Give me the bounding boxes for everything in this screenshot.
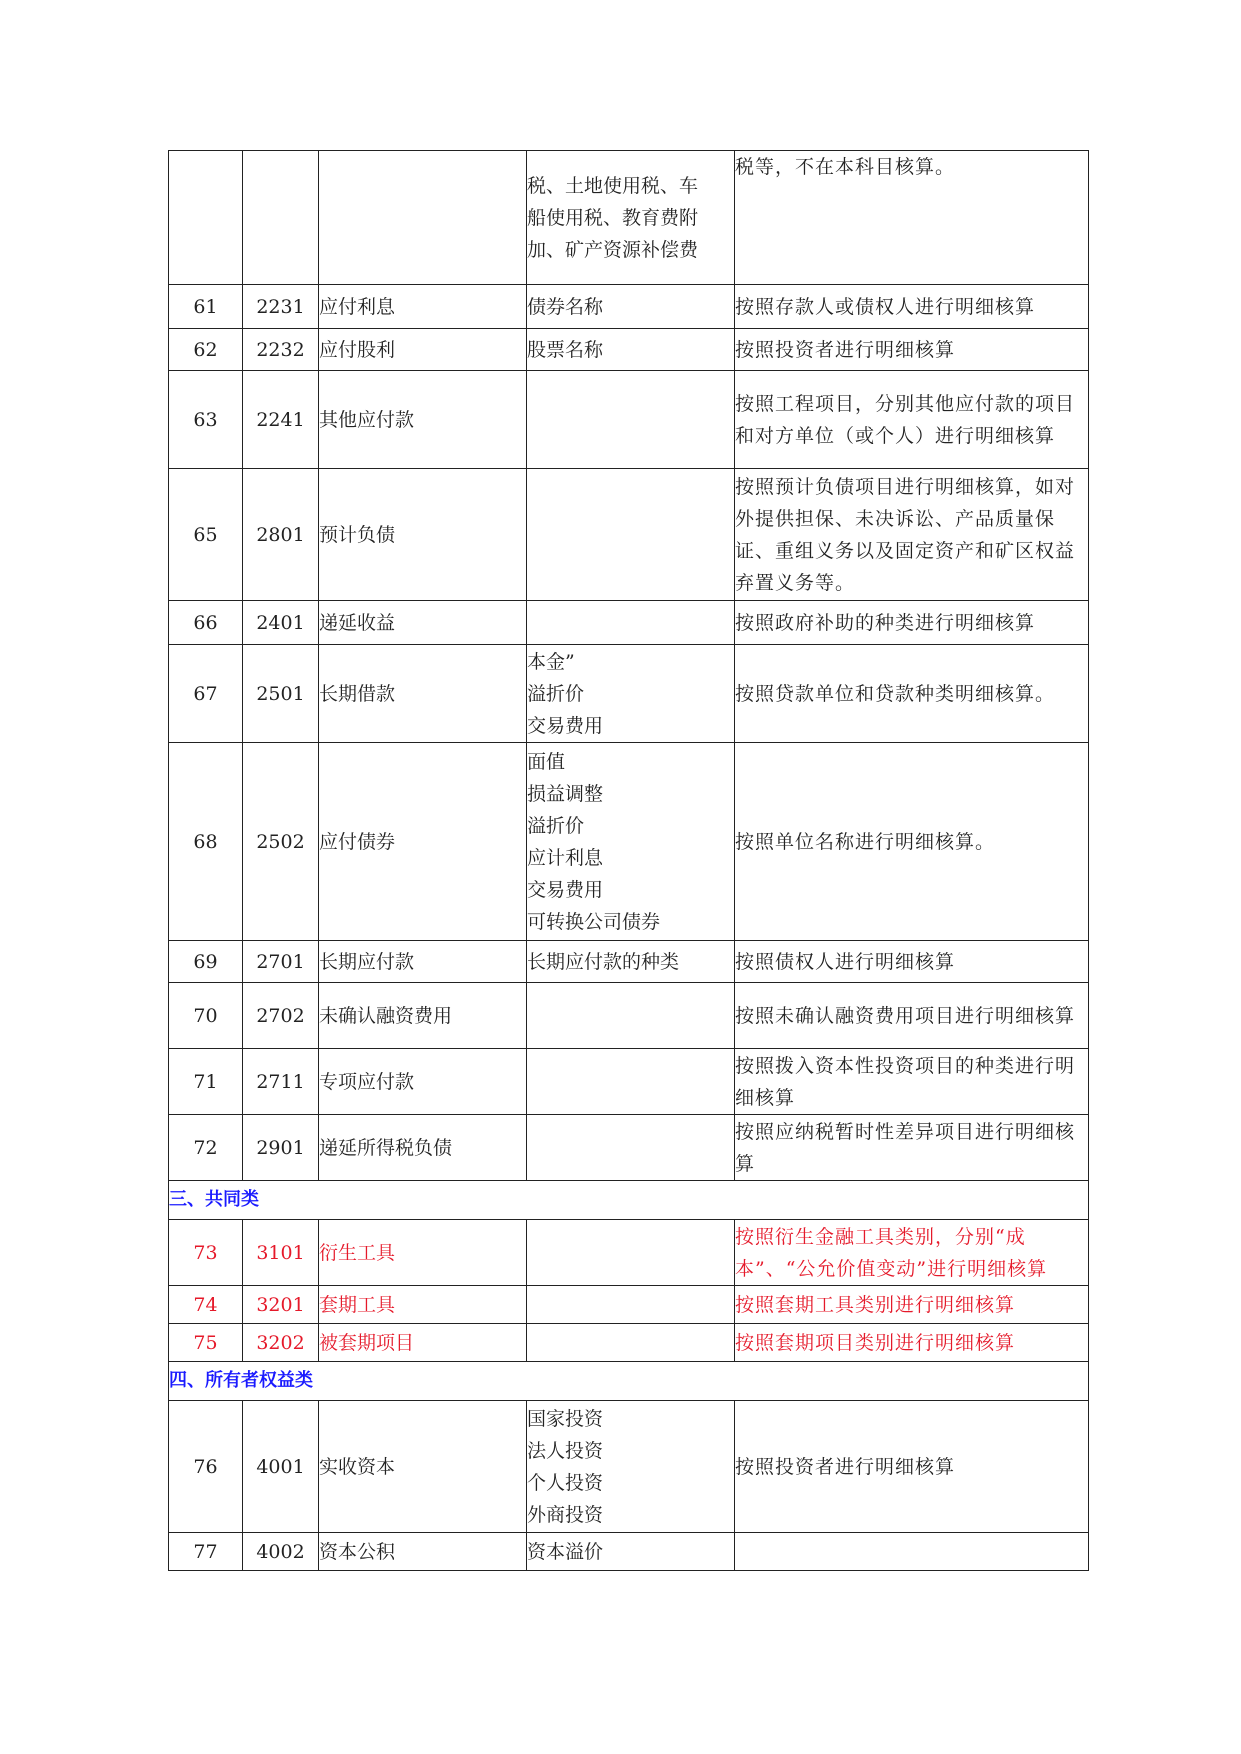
account-code: 2711	[243, 1049, 319, 1115]
sub-account: 长期应付款的种类	[527, 950, 680, 973]
account-code: 3101	[243, 1220, 319, 1286]
accounting-note: 按照套期工具类别进行明细核算	[735, 1286, 1089, 1324]
sub-accounts	[527, 1115, 735, 1181]
sub-account: 损益调整	[527, 782, 604, 805]
account-code: 2702	[243, 983, 319, 1049]
accounting-note: 按照单位名称进行明细核算。	[735, 743, 1089, 941]
sub-account: 本金”	[527, 650, 575, 673]
account-code: 2232	[243, 329, 319, 371]
sub-account: 资本溢价	[527, 1540, 604, 1563]
sub-accounts	[527, 1324, 735, 1362]
sub-account: 加、矿产资源补偿费	[527, 238, 699, 261]
table-row	[169, 1049, 1089, 1115]
sub-account: 船使用税、教育费附	[527, 206, 699, 229]
sub-account: 税、土地使用税、车	[527, 174, 699, 197]
row-number: 63	[169, 371, 243, 469]
table-row	[169, 1324, 1089, 1362]
accounting-note: 按照预计负债项目进行明细核算，如对外提供担保、未决诉讼、产品质量保证、重组义务以及固定资产和矿区权益弃置义务等。	[735, 469, 1089, 601]
accounting-note: 按照未确认融资费用项目进行明细核算	[735, 983, 1089, 1049]
row-number: 72	[169, 1115, 243, 1181]
sub-accounts	[527, 983, 735, 1049]
sub-accounts	[527, 645, 735, 743]
table-row	[169, 1533, 1089, 1571]
accounting-note: 按照工程项目，分别其他应付款的项目和对方单位（或个人）进行明细核算	[735, 371, 1089, 469]
row-number	[169, 151, 243, 285]
row-number: 75	[169, 1324, 243, 1362]
table-row	[169, 329, 1089, 371]
account-name: 递延所得税负债	[319, 1115, 527, 1181]
sub-accounts	[527, 1220, 735, 1286]
account-table	[168, 150, 1089, 1571]
account-code: 2801	[243, 469, 319, 601]
account-name: 预计负债	[319, 469, 527, 601]
row-number: 71	[169, 1049, 243, 1115]
account-code: 2701	[243, 941, 319, 983]
sub-account: 可转换公司债券	[527, 910, 661, 933]
account-name: 套期工具	[319, 1286, 527, 1324]
sub-account: 交易费用	[527, 878, 604, 901]
sub-accounts	[527, 743, 735, 941]
sub-account: 法人投资	[527, 1439, 604, 1462]
account-code: 2401	[243, 601, 319, 645]
accounting-note: 按照债权人进行明细核算	[735, 941, 1089, 983]
table-row	[169, 469, 1089, 601]
accounting-note: 按照拨入资本性投资项目的种类进行明细核算	[735, 1049, 1089, 1115]
account-code: 4001	[243, 1401, 319, 1533]
sub-accounts	[527, 1533, 735, 1571]
sub-account: 交易费用	[527, 714, 604, 737]
table-row	[169, 151, 1089, 285]
account-name: 专项应付款	[319, 1049, 527, 1115]
account-name	[319, 151, 527, 285]
account-code: 2231	[243, 285, 319, 329]
accounting-note: 按照投资者进行明细核算	[735, 1401, 1089, 1533]
table-row	[169, 645, 1089, 743]
account-code: 2502	[243, 743, 319, 941]
sub-accounts	[527, 371, 735, 469]
accounting-note	[735, 1533, 1089, 1571]
sub-accounts	[527, 1286, 735, 1324]
row-number: 65	[169, 469, 243, 601]
account-code	[243, 151, 319, 285]
section-header-row	[169, 1181, 1089, 1220]
accounting-note: 按照政府补助的种类进行明细核算	[735, 601, 1089, 645]
row-number: 77	[169, 1533, 243, 1571]
row-number: 69	[169, 941, 243, 983]
sub-account: 个人投资	[527, 1471, 604, 1494]
table-row	[169, 601, 1089, 645]
table-row	[169, 983, 1089, 1049]
sub-accounts	[527, 285, 735, 329]
account-code: 2901	[243, 1115, 319, 1181]
sub-accounts	[527, 941, 735, 983]
account-code: 2241	[243, 371, 319, 469]
row-number: 76	[169, 1401, 243, 1533]
sub-account: 应计利息	[527, 846, 604, 869]
sub-account: 溢折价	[527, 682, 585, 705]
sub-accounts	[527, 1401, 735, 1533]
row-number: 61	[169, 285, 243, 329]
sub-account: 股票名称	[527, 338, 604, 361]
table-row	[169, 1220, 1089, 1286]
account-code: 3201	[243, 1286, 319, 1324]
sub-accounts	[527, 329, 735, 371]
sub-account: 面值	[527, 750, 566, 773]
account-name: 应付股利	[319, 329, 527, 371]
sub-account: 溢折价	[527, 814, 585, 837]
sub-account: 债券名称	[527, 295, 604, 318]
row-number: 74	[169, 1286, 243, 1324]
account-name: 应付利息	[319, 285, 527, 329]
table-row	[169, 743, 1089, 941]
table-row	[169, 285, 1089, 329]
account-name: 资本公积	[319, 1533, 527, 1571]
sub-account: 外商投资	[527, 1503, 604, 1526]
account-code: 2501	[243, 645, 319, 743]
section-title: 四、所有者权益类	[169, 1362, 1089, 1401]
accounting-note: 按照套期项目类别进行明细核算	[735, 1324, 1089, 1362]
sub-accounts	[527, 151, 735, 285]
table-row	[169, 941, 1089, 983]
account-name: 长期应付款	[319, 941, 527, 983]
account-name: 被套期项目	[319, 1324, 527, 1362]
sub-accounts	[527, 1049, 735, 1115]
account-name: 长期借款	[319, 645, 527, 743]
accounting-note: 按照存款人或债权人进行明细核算	[735, 285, 1089, 329]
account-name: 衍生工具	[319, 1220, 527, 1286]
accounting-note: 按照投资者进行明细核算	[735, 329, 1089, 371]
table-row	[169, 371, 1089, 469]
accounting-note: 按照贷款单位和贷款种类明细核算。	[735, 645, 1089, 743]
section-header-row	[169, 1362, 1089, 1401]
row-number: 73	[169, 1220, 243, 1286]
row-number: 66	[169, 601, 243, 645]
section-title: 三、共同类	[169, 1181, 1089, 1220]
account-name: 递延收益	[319, 601, 527, 645]
account-code: 4002	[243, 1533, 319, 1571]
account-name: 实收资本	[319, 1401, 527, 1533]
row-number: 68	[169, 743, 243, 941]
accounting-note: 税等，不在本科目核算。	[735, 151, 1089, 285]
account-code: 3202	[243, 1324, 319, 1362]
account-name: 其他应付款	[319, 371, 527, 469]
sub-accounts	[527, 601, 735, 645]
account-name: 应付债券	[319, 743, 527, 941]
sub-account: 国家投资	[527, 1407, 604, 1430]
table-row	[169, 1115, 1089, 1181]
sub-accounts	[527, 469, 735, 601]
accounting-note: 按照衍生金融工具类别，分别“成本”、“公允价值变动”进行明细核算	[735, 1220, 1089, 1286]
row-number: 67	[169, 645, 243, 743]
row-number: 70	[169, 983, 243, 1049]
row-number: 62	[169, 329, 243, 371]
table-row	[169, 1286, 1089, 1324]
accounting-note: 按照应纳税暂时性差异项目进行明细核算	[735, 1115, 1089, 1181]
table-row	[169, 1401, 1089, 1533]
account-name: 未确认融资费用	[319, 983, 527, 1049]
